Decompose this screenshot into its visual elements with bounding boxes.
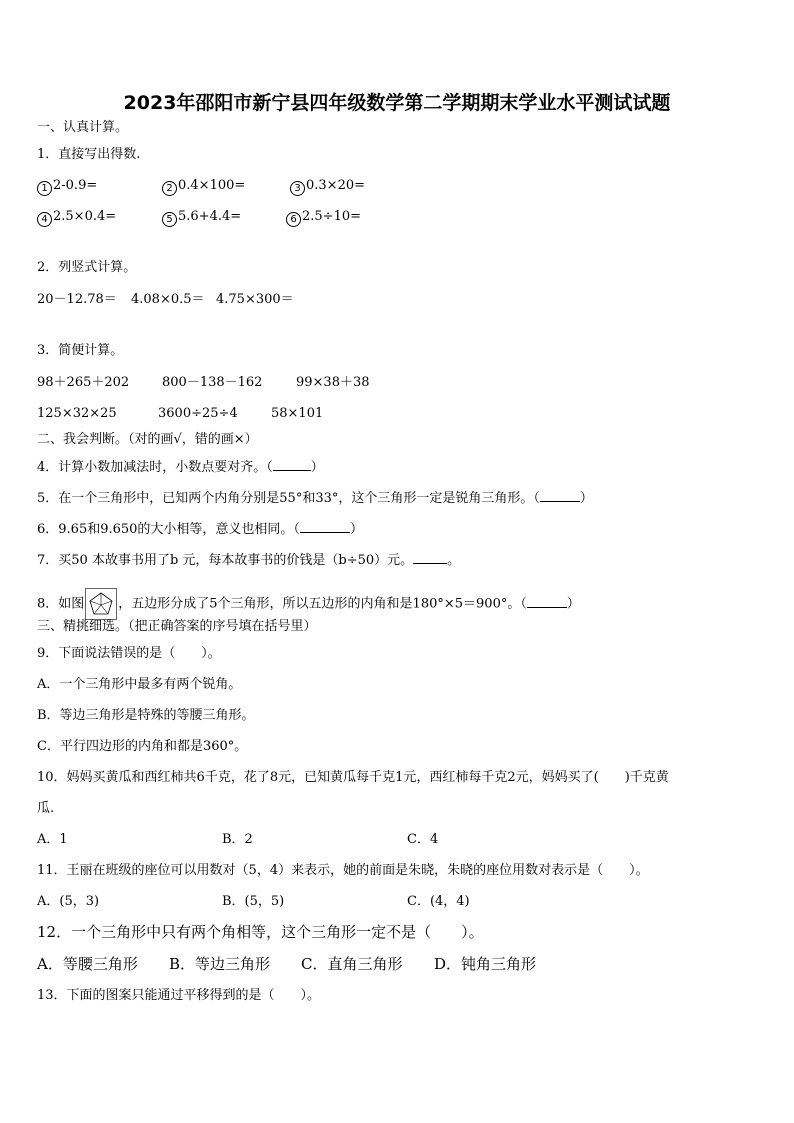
q10-option-b[interactable]: B．2 [222, 832, 253, 847]
answer-blank[interactable] [300, 520, 350, 533]
question-2-stem: 2．列竖式计算。 [37, 260, 137, 275]
answer-blank[interactable] [273, 458, 311, 471]
q1-expr: 2.5÷10= [302, 209, 362, 224]
question-4 [37, 458, 324, 476]
q1-item-4 [37, 209, 116, 227]
page-title: 2023年邵阳市新宁县四年级数学第二学期期末学业水平测试试题 [123, 92, 671, 114]
q10-option-a[interactable]: A．1 [37, 832, 68, 847]
question-10-stem-line2: 瓜. [37, 801, 55, 816]
q3-expr-2: 800－138－162 [162, 375, 263, 390]
q11-option-a[interactable]: A．(5，3) [37, 894, 100, 909]
section-heading-1: 一、认真计算。 [37, 120, 129, 135]
question-6 [37, 520, 363, 538]
question-1-stem: 1．直接写出得数. [37, 147, 141, 162]
circled-number: 3 [290, 181, 305, 196]
question-9-stem: 9．下面说法错误的是（ ）。 [37, 646, 221, 661]
question-10-stem-line1: 10．妈妈买黄瓜和西红柿共6千克，花了8元，已知黄瓜每千克1元，西红柿每千克2元，妈妈买了( )千克黄 [37, 770, 669, 785]
q7-end: 。 [447, 553, 461, 568]
q8-post: ，五边形分成了5个三角形，所以五边形的内角和是180°×5＝900°。（ [118, 596, 527, 612]
q8-pre: 8．如图 [37, 596, 85, 612]
q11-option-b[interactable]: B．(5，5) [222, 894, 285, 909]
q1-item-2 [162, 178, 245, 196]
q2-expr-1: 20－12.78＝ [37, 292, 117, 307]
q2-expr-2: 4.08×0.5＝ [131, 292, 205, 307]
q1-item-6 [286, 209, 361, 227]
question-11-stem: 11．王丽在班级的座位可以用数对（5，4）来表示，她的前面是朱晓，朱晓的座位用数对表示是（ ）。 [37, 863, 649, 878]
q1-expr: 2.5×0.4= [53, 209, 117, 224]
question-12-stem: 12．一个三角形中只有两个角相等，这个三角形一定不是（ ）。 [37, 923, 484, 941]
q9-option-a[interactable]: A．一个三角形中最多有两个锐角。 [37, 677, 242, 692]
q9-option-b[interactable]: B．等边三角形是特殊的等腰三角形。 [37, 708, 255, 723]
q12-option-d[interactable]: D．钝角三角形 [434, 955, 537, 973]
q10-option-c[interactable]: C．4 [407, 832, 439, 847]
q3-expr-1: 98＋265＋202 [37, 375, 130, 390]
answer-blank[interactable] [413, 551, 447, 564]
pentagon-figure [85, 588, 117, 620]
q3-expr-6: 58×101 [271, 406, 324, 421]
q12-option-a[interactable]: A．等腰三角形 [37, 955, 138, 973]
section-heading-2: 二、我会判断。（对的画√，错的画×） [37, 432, 258, 447]
q11-option-c[interactable]: C．(4，4) [407, 894, 470, 909]
q6-text: 6．9.65和9.650的大小相等，意义也相同。（ [37, 522, 300, 537]
q3-expr-4: 125×32×25 [37, 406, 117, 421]
q7-text: 7．买50 本故事书用了b 元，每本故事书的价钱是（b÷50）元。 [37, 553, 414, 568]
question-7 [37, 551, 460, 569]
q1-expr: 0.3×20= [306, 178, 366, 193]
q8-end: ） [566, 596, 580, 612]
answer-blank[interactable] [527, 595, 567, 608]
q5-end: ） [579, 491, 593, 506]
circled-number: 6 [286, 212, 301, 227]
q12-option-c[interactable]: C．直角三角形 [301, 955, 403, 973]
q4-end: ） [310, 460, 324, 475]
q1-item-1 [37, 178, 97, 196]
q2-expr-3: 4.75×300＝ [216, 292, 294, 307]
circled-number: 4 [37, 212, 52, 227]
q1-item-3 [290, 178, 365, 196]
q1-expr: 2-0.9= [53, 178, 98, 193]
q9-option-c[interactable]: C．平行四边形的内角和都是360°。 [37, 739, 248, 754]
q3-expr-3: 99×38＋38 [296, 375, 370, 390]
question-3-stem: 3．简便计算。 [37, 343, 124, 358]
section-heading-3: 三、精挑细选。（把正确答案的序号填在括号里） [37, 619, 317, 634]
q12-option-b[interactable]: B．等边三角形 [169, 955, 271, 973]
question-5 [37, 489, 593, 507]
question-8 [37, 588, 580, 620]
q4-text: 4．计算小数加减法时，小数点要对齐。（ [37, 460, 273, 475]
q1-expr: 0.4×100= [178, 178, 246, 193]
q6-end: ） [349, 522, 363, 537]
q1-item-5 [162, 209, 241, 227]
q5-text: 5．在一个三角形中，已知两个内角分别是55°和33°，这个三角形一定是锐角三角形。（ [37, 491, 540, 506]
circled-number: 5 [162, 212, 177, 227]
q1-expr: 5.6+4.4= [178, 209, 242, 224]
question-13-stem: 13．下面的图案只能通过平移得到的是（ ）。 [37, 988, 321, 1003]
circled-number: 1 [37, 181, 52, 196]
q3-expr-5: 3600÷25÷4 [158, 406, 238, 421]
circled-number: 2 [162, 181, 177, 196]
answer-blank[interactable] [540, 489, 580, 502]
